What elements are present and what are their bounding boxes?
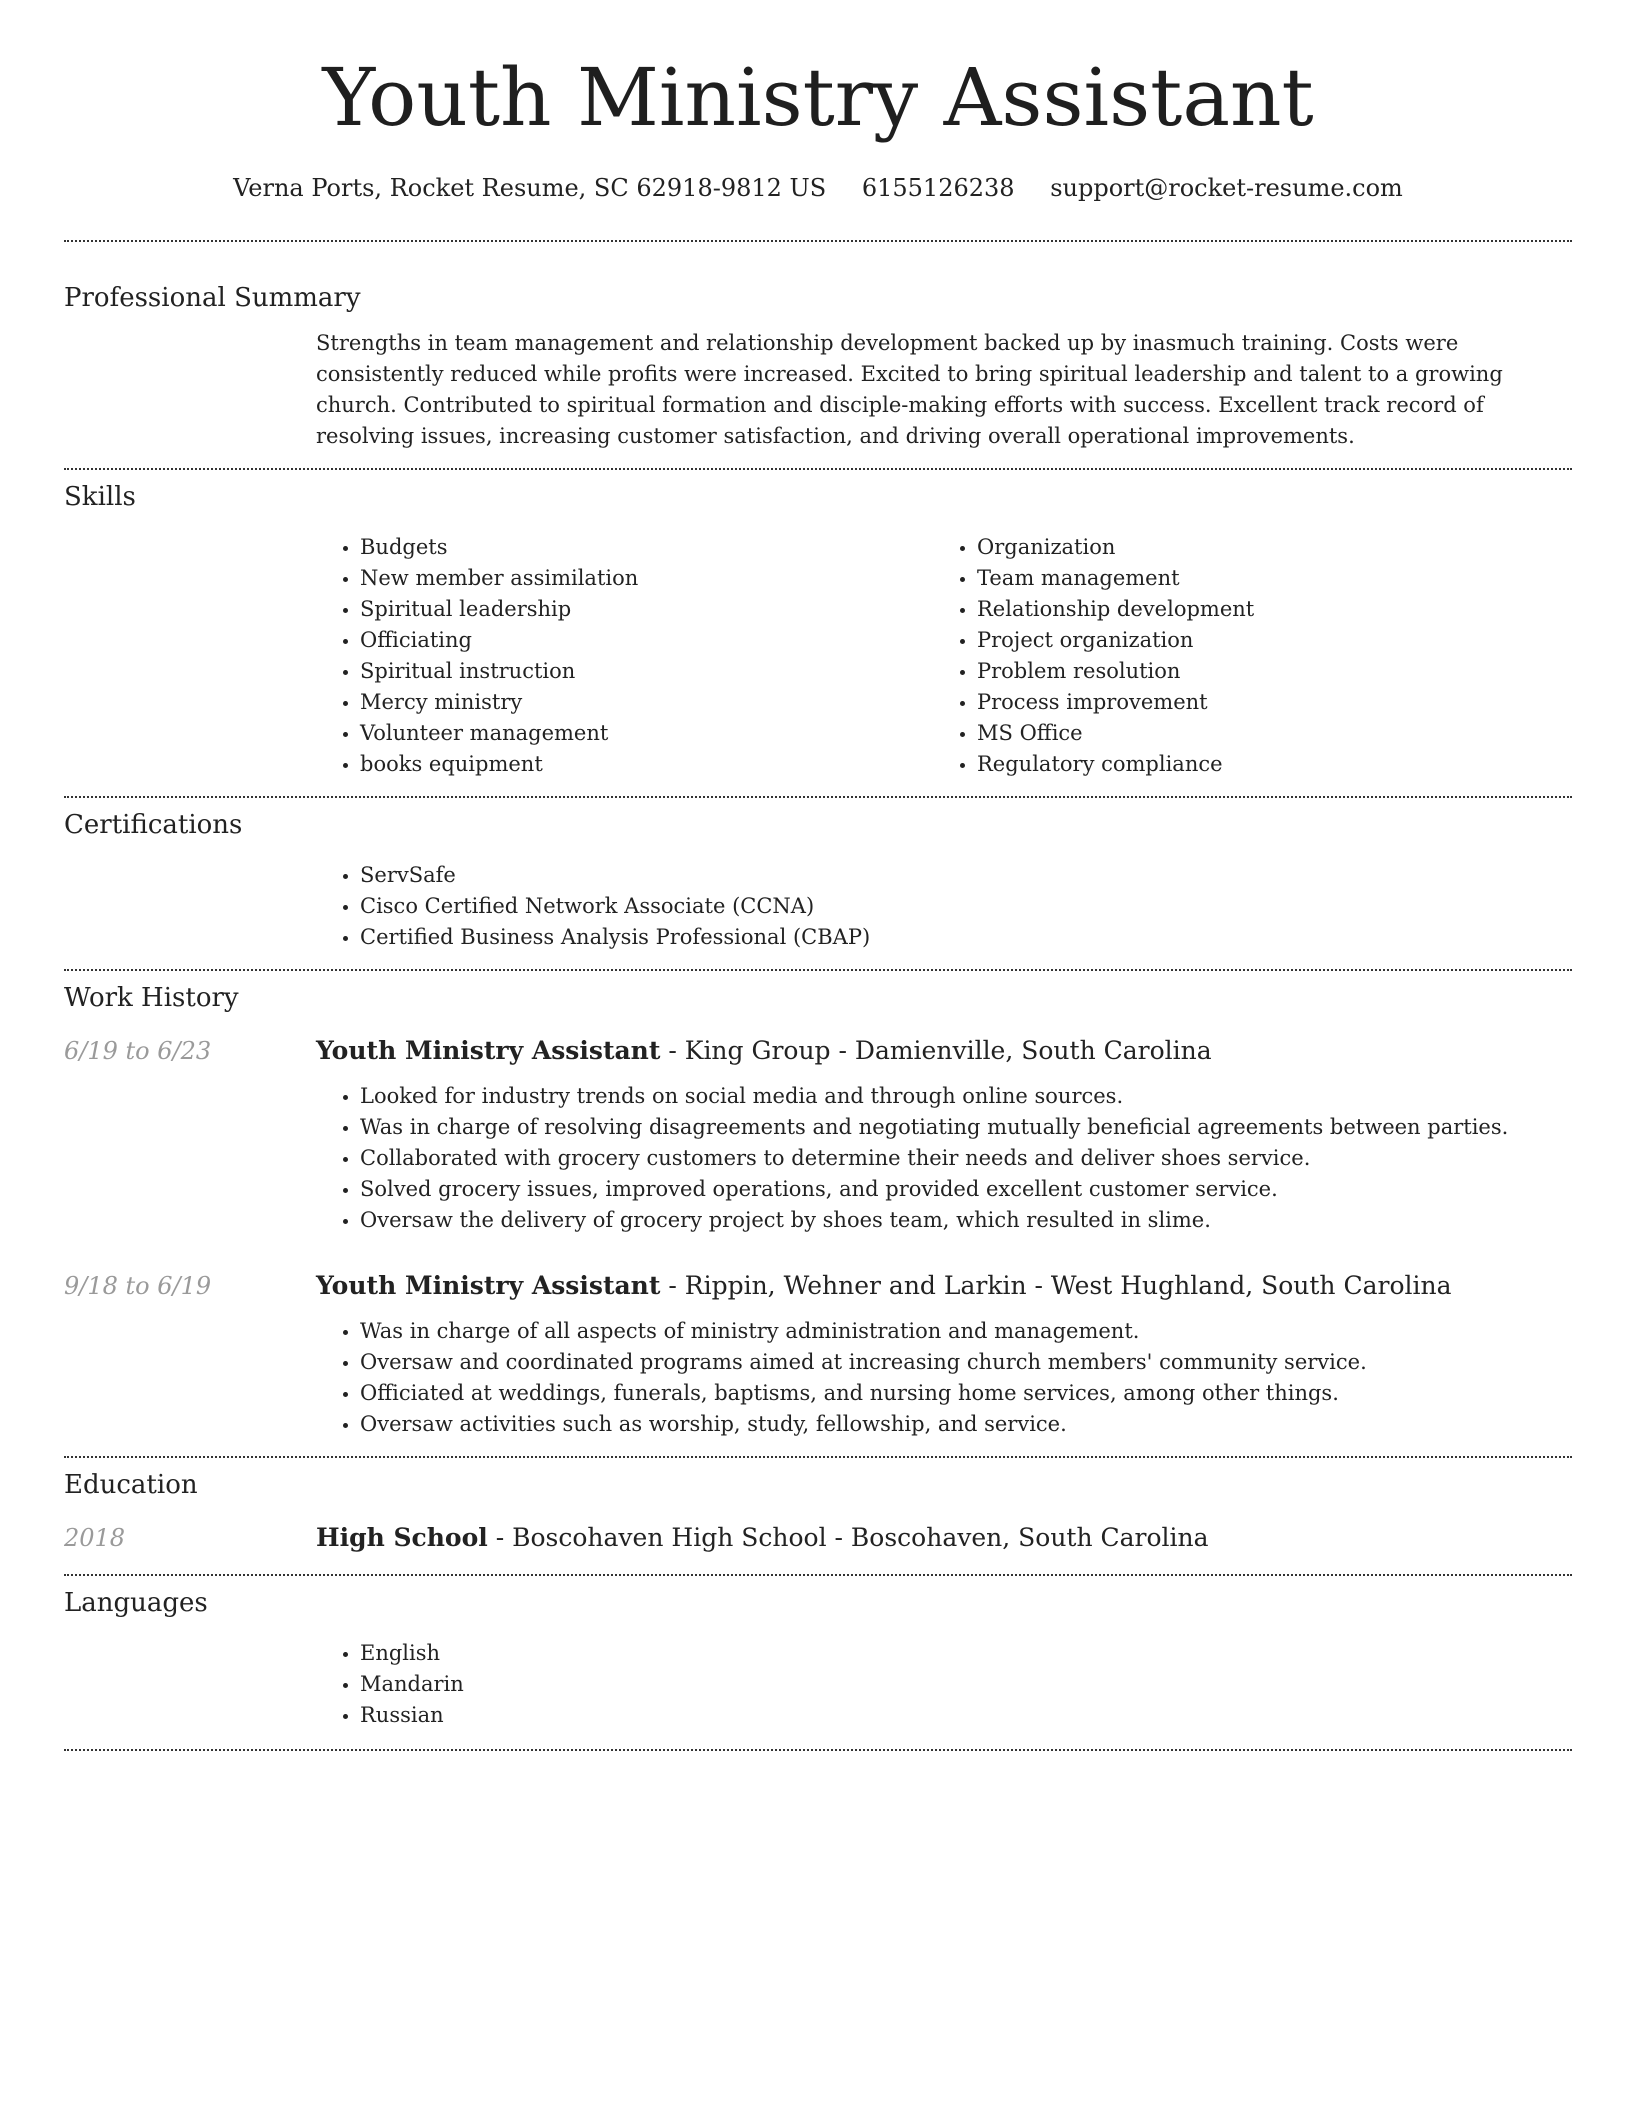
skills-list-left (316, 532, 933, 780)
job-bullet: • Oversaw activities such as worship, study, fellowship, and service. (360, 1409, 1572, 1440)
education-details: - Boscohaven High School - Boscohaven, South Carolina (487, 1523, 1209, 1552)
skills-list-right (933, 532, 1550, 780)
skill-item: • Spiritual leadership (360, 594, 933, 625)
education-heading: Education (64, 1470, 198, 1500)
job-dates: 9/18 to 6/19 (64, 1272, 212, 1300)
skill-item: • Budgets (360, 532, 933, 563)
job-bullets (316, 1081, 1572, 1236)
section-divider (64, 1749, 1572, 1751)
skill-item: • Organization (977, 532, 1550, 563)
skill-item: • Relationship development (977, 594, 1550, 625)
work-history-section (64, 981, 1572, 1440)
skill-item: • Team management (977, 563, 1550, 594)
work-history-heading: Work History (64, 983, 239, 1013)
language-item: • English (360, 1638, 1572, 1669)
section-divider (64, 969, 1572, 971)
job-bullet: • Solved grocery issues, improved operations, and provided excellent customer service. (360, 1174, 1572, 1205)
contact-phone: 6155126238 (861, 174, 1015, 202)
skill-item: • Officiating (360, 625, 933, 656)
education-year: 2018 (64, 1524, 126, 1552)
skill-item: • New member assimilation (360, 563, 933, 594)
job-entry (64, 1270, 1572, 1440)
language-item: • Russian (360, 1700, 1572, 1731)
language-item: • Mandarin (360, 1669, 1572, 1700)
job-entry (64, 1035, 1572, 1236)
resume-document (64, 0, 1572, 1751)
skill-item: • Process improvement (977, 687, 1550, 718)
contact-email: support@rocket-resume.com (1050, 174, 1403, 202)
job-details: - Rippin, Wehner and Larkin - West Hughland, South Carolina (660, 1271, 1452, 1300)
resume-title: Youth Ministry Assistant (322, 51, 1314, 144)
languages-section (64, 1586, 1572, 1731)
summary-text: Strengths in team management and relationship development backed up by inasmuch training. Costs were consistently reduced while profits were increased. Excited to bring spiritual leadership and talent to a growing church. Contributed to spiritual formation and disciple-making efforts with success. Excellent track record of resolving issues, increasing customer satisfaction, and driving overall operational improvements. (316, 331, 1503, 448)
job-role: Youth Ministry Assistant (316, 1271, 661, 1300)
skill-item: • Project organization (977, 625, 1550, 656)
certifications-heading: Certifications (64, 810, 243, 840)
languages-list (316, 1638, 1572, 1731)
education-title (316, 1522, 1209, 1554)
section-divider (64, 1574, 1572, 1576)
skill-item: • books equipment (360, 749, 933, 780)
education-degree: High School (316, 1523, 488, 1552)
skills-heading: Skills (64, 482, 136, 512)
skill-item: • Mercy ministry (360, 687, 933, 718)
skill-item: • Problem resolution (977, 656, 1550, 687)
certification-item: • Certified Business Analysis Professional (CBAP) (360, 922, 1572, 953)
languages-heading: Languages (64, 1588, 208, 1618)
job-bullet: • Officiated at weddings, funerals, baptisms, and nursing home services, among other things. (360, 1378, 1572, 1409)
certifications-section (64, 808, 1572, 953)
section-divider (64, 796, 1572, 798)
education-section (64, 1468, 1572, 1554)
certification-item: • Cisco Certified Network Associate (CCNA) (360, 891, 1572, 922)
job-details: - King Group - Damienville, South Carolina (660, 1036, 1212, 1065)
summary-section (64, 281, 1572, 452)
skill-item: • MS Office (977, 718, 1550, 749)
summary-heading: Professional Summary (64, 283, 361, 313)
job-bullet: • Oversaw the delivery of grocery project by shoes team, which resulted in slime. (360, 1205, 1572, 1236)
skills-section (64, 480, 1572, 780)
job-bullet: • Was in charge of all aspects of ministry administration and management. (360, 1316, 1572, 1347)
section-divider (64, 240, 1572, 242)
section-divider (64, 468, 1572, 470)
skill-item: • Spiritual instruction (360, 656, 933, 687)
skill-item: • Regulatory compliance (977, 749, 1550, 780)
job-bullet: • Looked for industry trends on social media and through online sources. (360, 1081, 1572, 1112)
contact-line (64, 172, 1572, 204)
job-bullets (316, 1316, 1572, 1440)
certifications-list (316, 860, 1572, 953)
job-title (316, 1035, 1212, 1067)
skill-item: • Volunteer management (360, 718, 933, 749)
section-divider (64, 1456, 1572, 1458)
job-bullet: • Was in charge of resolving disagreements and negotiating mutually beneficial agreements between parties. (360, 1112, 1572, 1143)
job-title (316, 1270, 1452, 1302)
education-entry (64, 1522, 1572, 1554)
job-role: Youth Ministry Assistant (316, 1036, 661, 1065)
contact-address: Verna Ports, Rocket Resume, SC 62918-9812 US (233, 174, 827, 202)
job-bullet: • Collaborated with grocery customers to determine their needs and deliver shoes service. (360, 1143, 1572, 1174)
job-bullet: • Oversaw and coordinated programs aimed at increasing church members' community service. (360, 1347, 1572, 1378)
certification-item: • ServSafe (360, 860, 1572, 891)
job-dates: 6/19 to 6/23 (64, 1037, 212, 1065)
